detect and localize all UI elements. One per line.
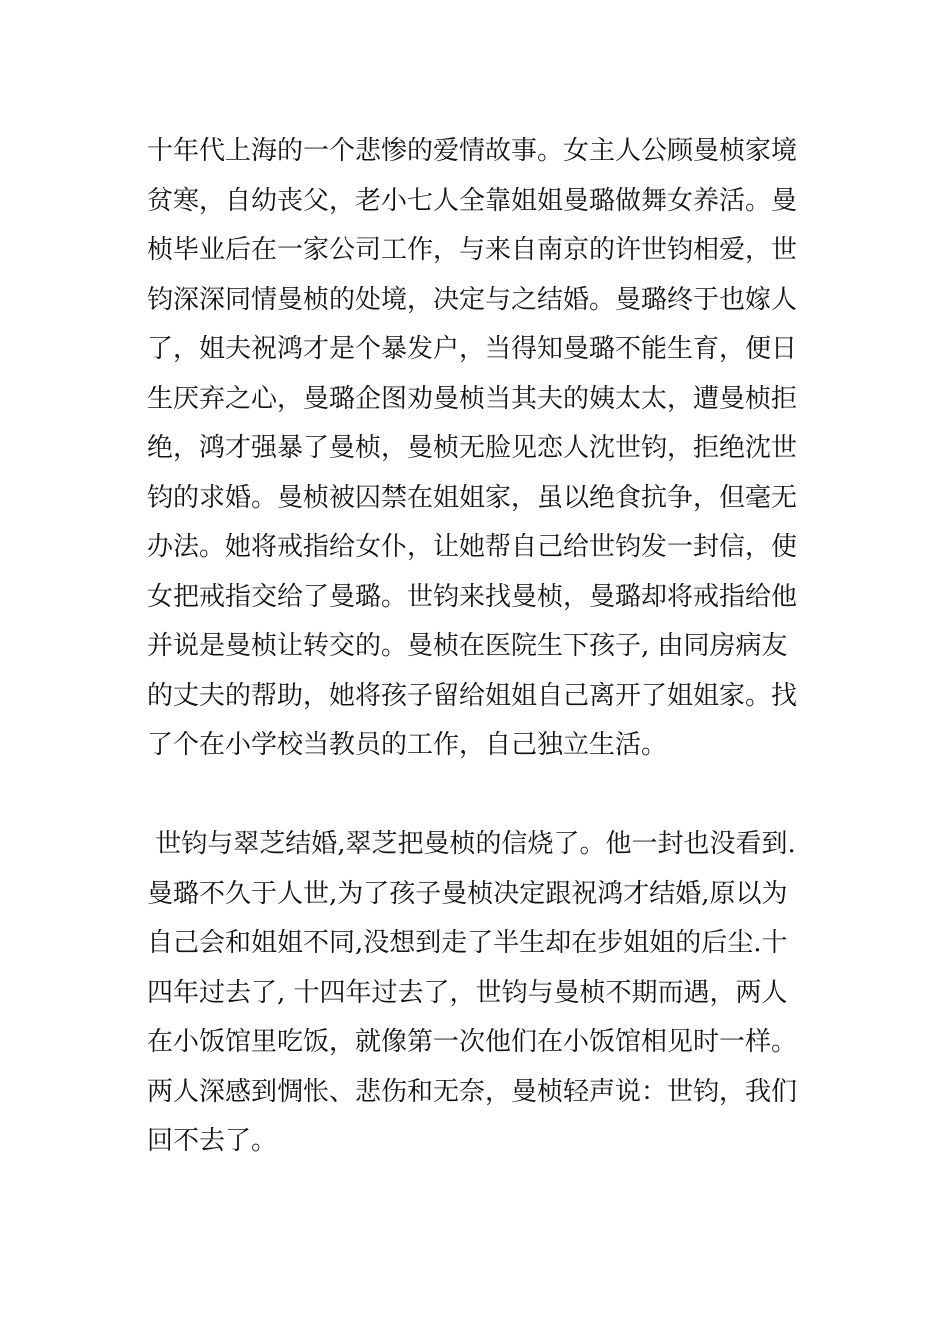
text-line: 两人深感到惆怅、悲伤和无奈，曼桢轻声说：世钧，我们 bbox=[147, 1076, 798, 1107]
text-line: 的丈夫的帮助，她将孩子留给姐姐自己离开了姐姐家。找 bbox=[147, 680, 798, 711]
text-line: 回不去了。 bbox=[147, 1126, 278, 1156]
text-line: 贫寒，自幼丧父，老小七人全靠姐姐曼璐做舞女养活。曼 bbox=[147, 185, 798, 216]
text-line: 生厌弃之心，曼璐企图劝曼桢当其夫的姨太太，遭曼桢拒 bbox=[147, 383, 798, 414]
text-line: 钧的求婚。曼桢被囚禁在姐姐家，虽以绝食抗争，但毫无 bbox=[147, 482, 798, 513]
text-line: 在小饭馆里吃饭，就像第一次他们在小饭馆相见时一样。 bbox=[147, 1027, 798, 1057]
text-line: 曼璐不久于人世,为了孩子曼桢决定跟祝鸿才结婚,原以为 bbox=[147, 878, 788, 909]
text-line: 世钧与翠芝结婚,翠芝把曼桢的信烧了。他一封也没看到. bbox=[147, 829, 796, 859]
text-line: 自己会和姐姐不同,没想到走了半生却在步姐姐的后尘.十 bbox=[147, 928, 788, 958]
text-line: 桢毕业后在一家公司工作，与来自南京的许世钧相爱，世 bbox=[147, 235, 798, 265]
text-line: 并说是曼桢让转交的。曼桢在医院生下孩子, 由同房病友 bbox=[147, 631, 788, 661]
text-line: 了，姐夫祝鸿才是个暴发户，当得知曼璐不能生育，便日 bbox=[147, 334, 798, 364]
text-line: 了个在小学校当教员的工作，自己独立生活。 bbox=[147, 730, 668, 760]
text-line: 四年过去了, 十四年过去了，世钧与曼桢不期而遇，两人 bbox=[147, 977, 788, 1008]
paragraph-2 bbox=[147, 820, 807, 1167]
text-line: 钧深深同情曼桢的处境，决定与之结婚。曼璐终于也嫁人 bbox=[147, 284, 798, 315]
text-line: 十年代上海的一个悲惨的爱情故事。女主人公顾曼桢家境 bbox=[147, 136, 798, 166]
text-line: 绝，鸿才强暴了曼桢，曼桢无脸见恋人沈世钧，拒绝沈世 bbox=[147, 433, 798, 463]
paragraph-1 bbox=[147, 127, 807, 771]
text-line: 女把戒指交给了曼璐。世钧来找曼桢，曼璐却将戒指给他 bbox=[147, 581, 798, 612]
text-line: 办法。她将戒指给女仆，让她帮自己给世钧发一封信，使 bbox=[147, 532, 798, 562]
